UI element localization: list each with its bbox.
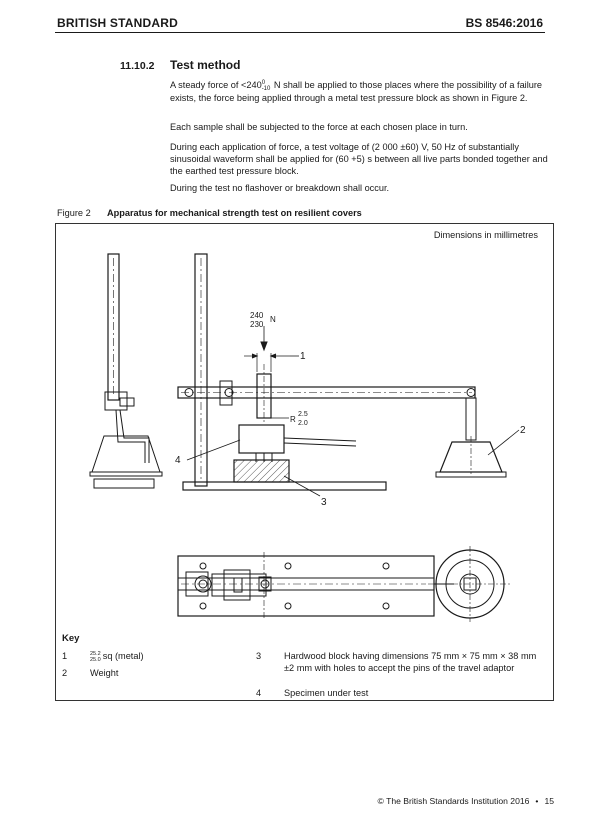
header-document-number: BS 8546:2016 [465, 16, 543, 30]
plan-view [178, 552, 454, 619]
header-standard-label: BRITISH STANDARD [57, 16, 178, 30]
hardwood-block [234, 460, 289, 482]
page-footer: © The British Standards Institution 2016 • 15 [377, 796, 554, 806]
force-unit-text: N [270, 315, 276, 324]
weight-plan-view [428, 546, 512, 622]
key-item-1-text: sq (metal) [102, 651, 144, 661]
figure-label: Figure 2 [57, 208, 91, 218]
key-item-4-number: 4 [256, 688, 262, 698]
footer-page-number: 15 [544, 796, 554, 806]
figure-caption [57, 208, 362, 218]
key-item-4-text: Specimen under test [284, 688, 369, 698]
paragraph-flashover: During the test no flashover or breakdown shall occur. [170, 183, 390, 193]
callout-2: 2 [520, 425, 526, 436]
callout-4: 4 [175, 455, 181, 466]
callout-labels [175, 311, 526, 508]
base-plate [183, 482, 386, 490]
apparatus-drawing [56, 224, 553, 629]
key-item-1-fraction: 25.2 25.0 [90, 650, 101, 663]
callout-1: 1 [300, 351, 306, 362]
pressure-probe [244, 326, 290, 424]
figure-title: Apparatus for mechanical strength test on resilient covers [107, 208, 362, 218]
paragraph-voltage: During each application of force, a test voltage of (2 000 ±60) V, 50 Hz of substantially sinusoidal waveform shall be applied for (60 +5) s between all live parts bonded together and the earthed test pressure block. [170, 142, 548, 177]
key-item-3-number: 3 [256, 651, 262, 661]
callout-3: 3 [321, 497, 327, 508]
key-item-2-text: Weight [90, 668, 119, 678]
section-number: 11.10.2 [120, 60, 155, 72]
radius-prefix-text: R [290, 415, 296, 424]
key-item-2-number: 2 [62, 668, 68, 678]
lever-arm [178, 381, 475, 405]
section-title: Test method [170, 58, 241, 72]
radius-lower-text: 2.0 [298, 420, 308, 427]
key-title: Key [62, 633, 80, 644]
weight [436, 398, 506, 477]
main-pillar [195, 254, 207, 486]
footer-copyright: © The British Standards Institution 2016 [377, 796, 530, 806]
key-item-1-number: 1 [62, 651, 68, 661]
key-item-3-text: Hardwood block having dimensions 75 mm × 75 mm × 38 mm ±2 mm with holes to accept the pins of the travel adaptor [284, 651, 537, 674]
paragraph-sample: Each sample shall be subjected to the force at each chosen place in turn. [170, 122, 468, 132]
force-lower-text: 230 [250, 320, 264, 329]
paragraph-force: A steady force of <240 0 -10 N shall be applied to those places where the possibility of a failure exists, the force being applied through a metal test pressure block as shown in Figure 2. [170, 79, 543, 103]
left-stand [90, 254, 162, 488]
dimensions-note: Dimensions in millimetres [433, 230, 538, 240]
force-upper-text: 240 [250, 311, 264, 320]
header-rule [55, 32, 545, 33]
specimen [239, 425, 356, 462]
radius-upper-text: 2.5 [298, 411, 308, 418]
